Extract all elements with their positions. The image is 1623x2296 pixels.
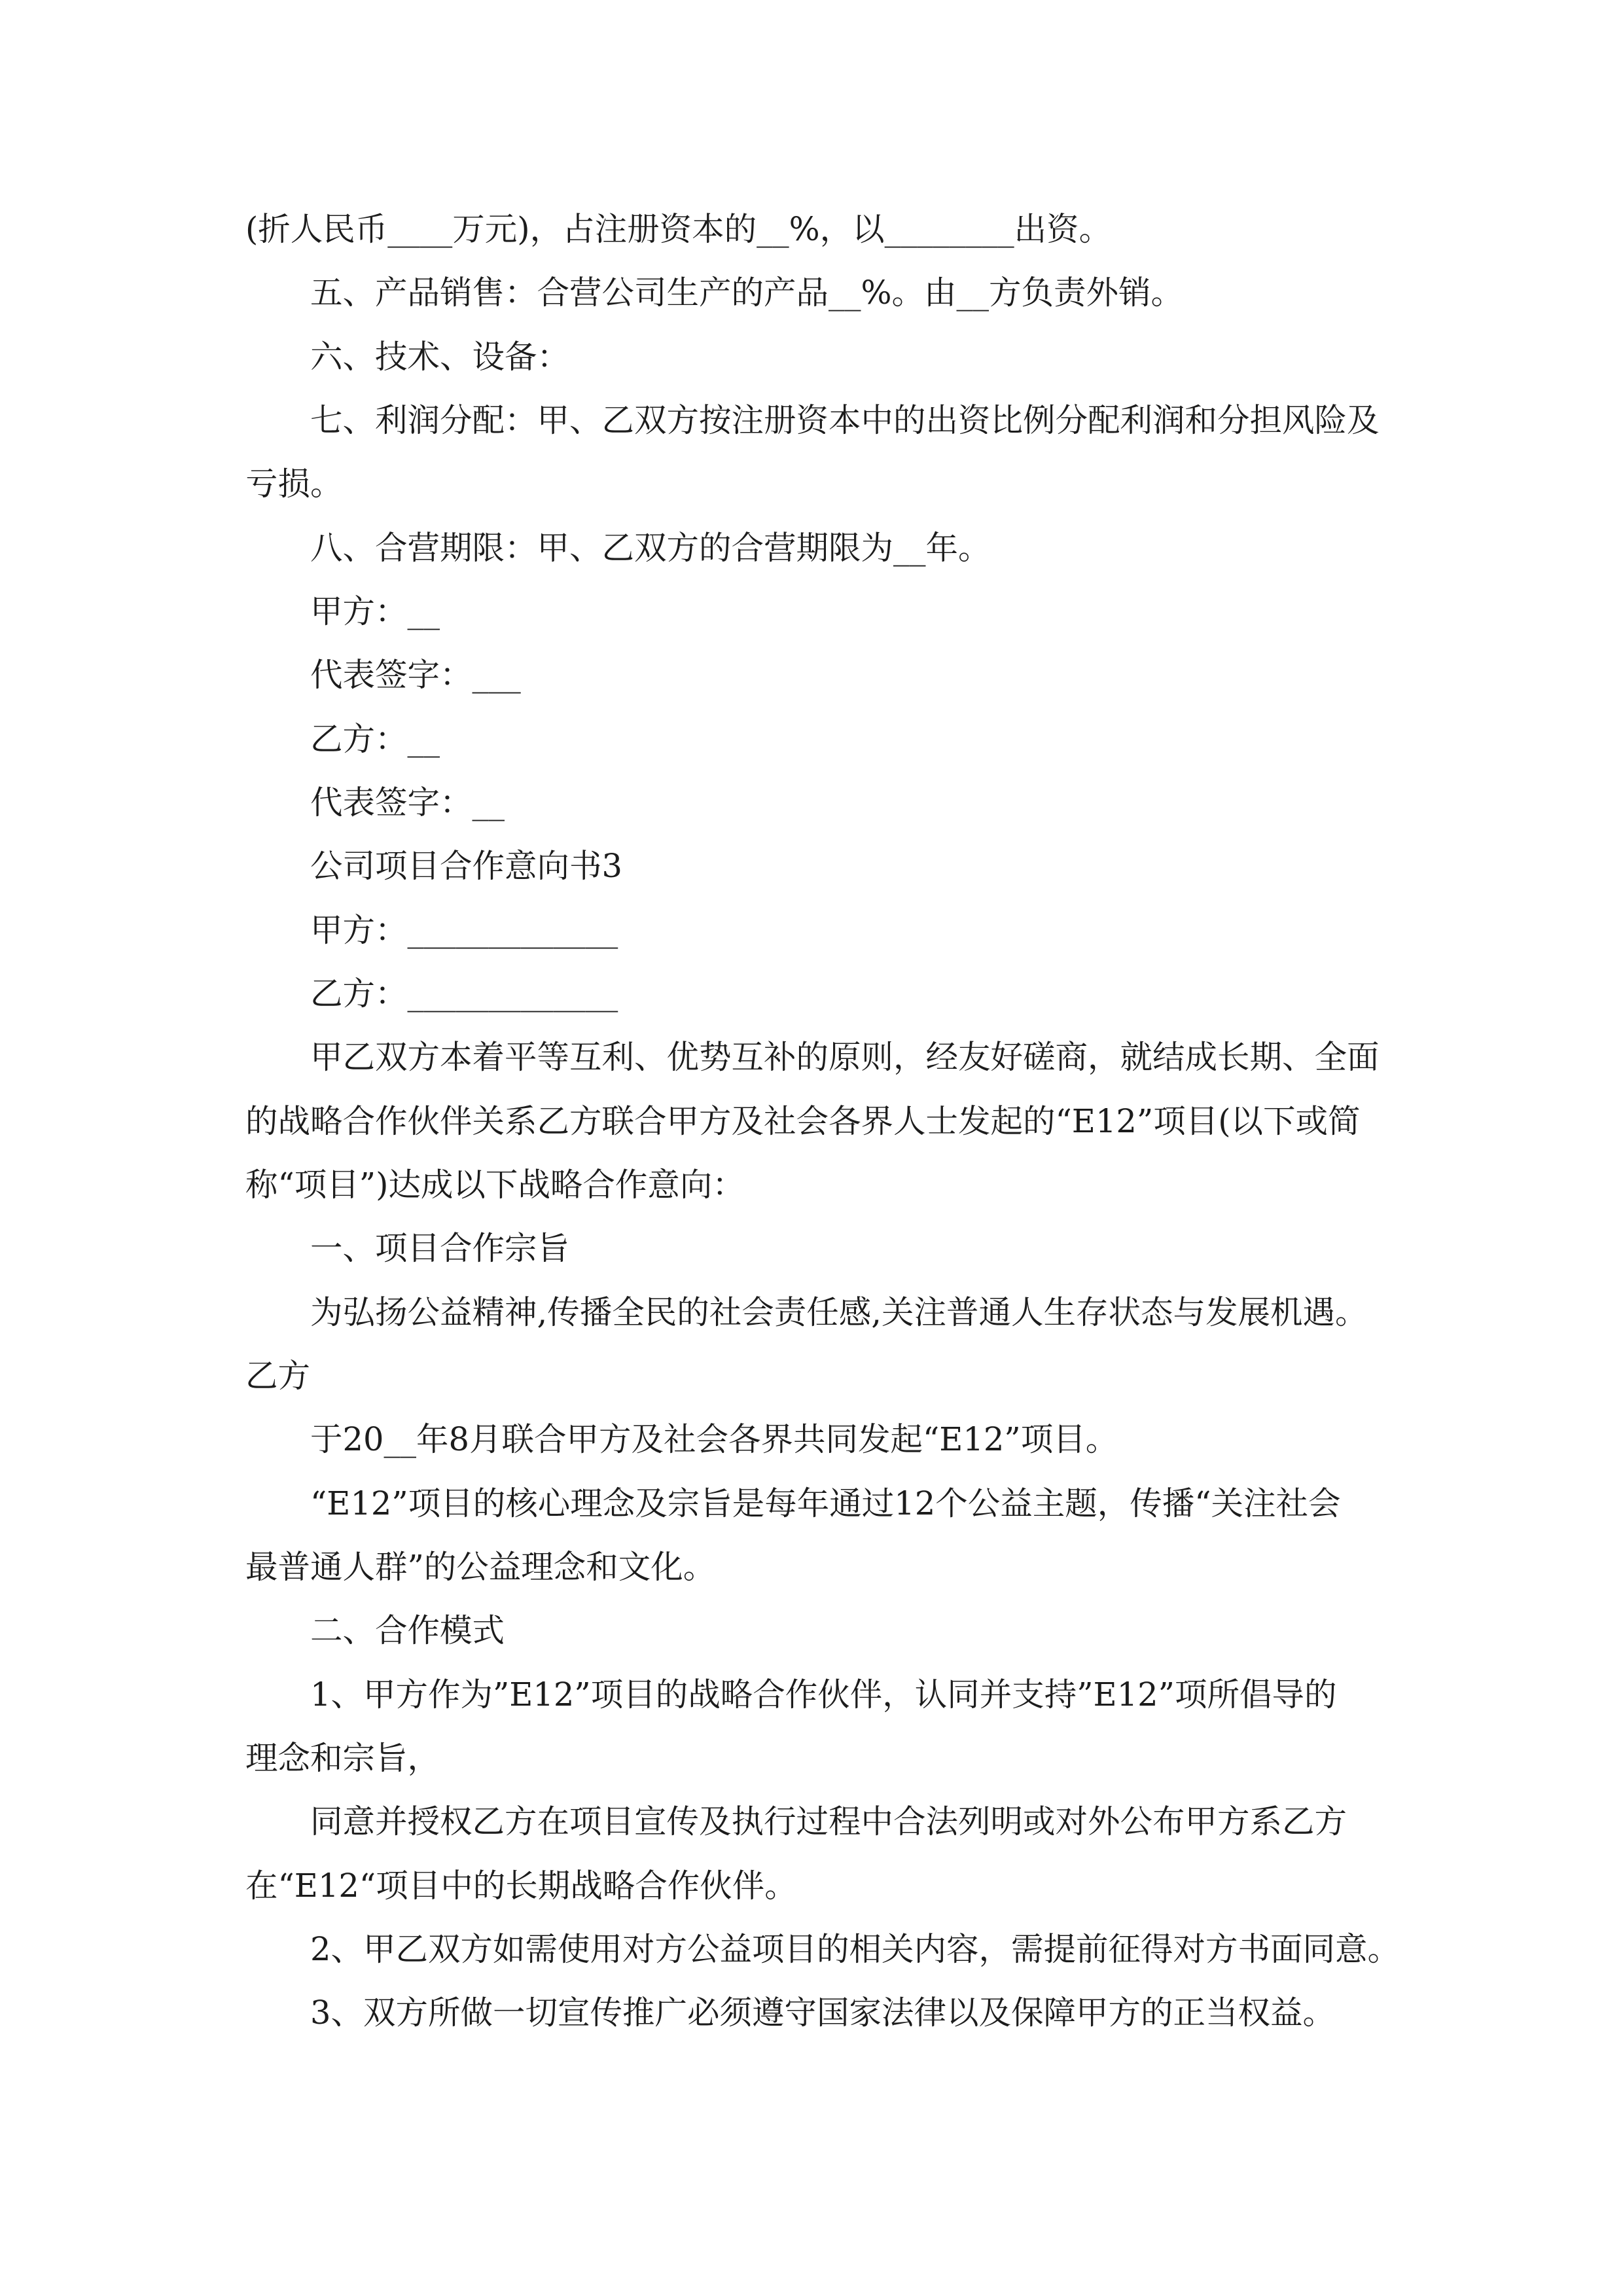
preamble-line-3: 称“项目”)达成以下战略合作意向： xyxy=(245,1165,745,1204)
party-b-name-field: 乙方：_____________ xyxy=(310,974,618,1013)
party-b-field: 乙方：__ xyxy=(310,719,440,758)
document-body xyxy=(245,198,1436,2045)
section-1-paragraph-1: 为弘扬公益精神,传播全民的社会责任感,关注普通人生存状态与发展机遇。 xyxy=(310,1293,1368,1331)
clause-joint-venture-term: 八、合营期限：甲、乙双方的合营期限为__年。 xyxy=(310,528,991,567)
section-2-item-1: 1、甲方作为”E12”项目的战略合作伙伴，认同并支持”E12”项所倡导的 xyxy=(310,1675,1337,1713)
section-1-paragraph-3-continued: 最普通人群”的公益理念和文化。 xyxy=(245,1547,716,1586)
clause-technology-equipment: 六、技术、设备： xyxy=(310,337,569,376)
section-1-paragraph-2: 于20__年8月联合甲方及社会各界共同发起“E12”项目。 xyxy=(310,1420,1118,1459)
document-heading: 公司项目合作意向书3 xyxy=(310,847,622,886)
preamble-line-1: 甲乙双方本着平等互利、优势互补的原则，经友好磋商，就结成长期、全面 xyxy=(310,1038,1380,1077)
party-a-signature-field: 代表签字：___ xyxy=(310,656,521,694)
party-b-signature-field: 代表签字：__ xyxy=(310,783,505,821)
section-1-paragraph-1-continued: 乙方 xyxy=(245,1356,310,1395)
section-1-paragraph-3: “E12”项目的核心理念及宗旨是每年通过12个公益主题，传播“关注社会 xyxy=(310,1484,1341,1522)
party-a-name-field: 甲方：_____________ xyxy=(310,910,618,949)
section-2-heading: 二、合作模式 xyxy=(310,1611,505,1650)
section-2-item-1-paragraph-2: 同意并授权乙方在项目宣传及执行过程中合法列明或对外公布甲方系乙方 xyxy=(310,1803,1347,1841)
clause-profit-distribution: 七、利润分配：甲、乙双方按注册资本中的出资比例分配利润和分担风险及 xyxy=(310,401,1380,439)
clause-product-sales: 五、产品销售：合营公司生产的产品__%。由__方负责外销。 xyxy=(310,274,1184,312)
section-2-item-1-continued: 理念和宗旨， xyxy=(245,1738,440,1777)
section-2-item-1-paragraph-2-continued: 在“E12“项目中的长期战略合作伙伴。 xyxy=(245,1866,797,1905)
preamble-line-2: 的战略合作伙伴关系乙方联合甲方及社会各界人士发起的“E12”项目(以下或简 xyxy=(245,1102,1361,1140)
section-2-item-3: 3、双方所做一切宣传推广必须遵守国家法律以及保障甲方的正当权益。 xyxy=(310,1994,1335,2032)
section-2-item-2: 2、甲乙双方如需使用对方公益项目的相关内容，需提前征得对方书面同意。 xyxy=(310,1929,1400,1968)
clause-profit-distribution-continued: 亏损。 xyxy=(245,465,343,503)
party-a-field: 甲方：__ xyxy=(310,592,440,630)
section-1-heading: 一、项目合作宗旨 xyxy=(310,1229,569,1268)
capital-contribution-line: (折人民币____万元)，占注册资本的__%，以________出资。 xyxy=(245,210,1112,248)
